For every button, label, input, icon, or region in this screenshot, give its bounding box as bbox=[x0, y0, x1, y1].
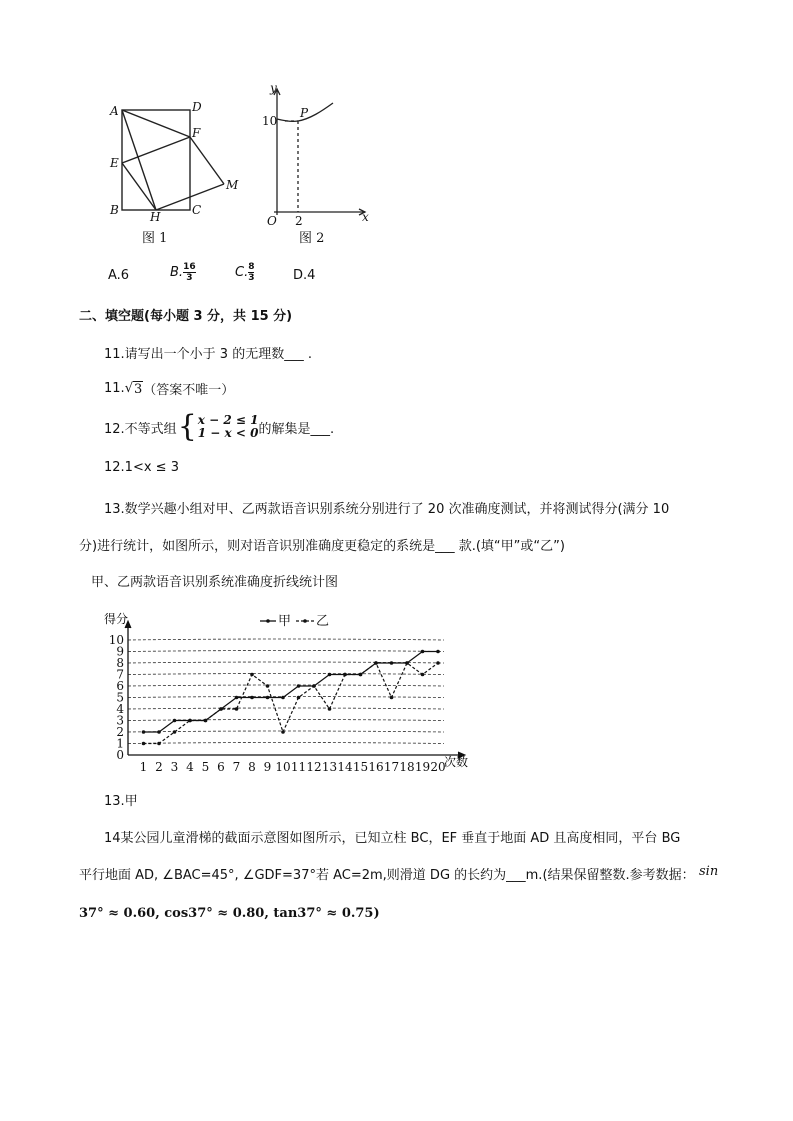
x-tick-label: 18 bbox=[399, 760, 415, 774]
grid-line bbox=[128, 685, 444, 686]
option-b-numerator: 16 bbox=[183, 262, 196, 272]
question-12-text-before: 12.不等式组 bbox=[104, 421, 177, 437]
answer-11-radicand: 3 bbox=[133, 381, 143, 397]
x-tick-label: 12 bbox=[306, 760, 322, 774]
data-point bbox=[266, 696, 270, 700]
question-13-line-2: 分)进行统计，如图所示，则对语音识别准确度更稳定的系统是___ 款.(填“甲”或“乙”) bbox=[79, 539, 565, 554]
x-tick-label: 10 bbox=[275, 760, 291, 774]
segment-eh bbox=[122, 163, 156, 210]
data-point bbox=[173, 719, 177, 723]
data-point bbox=[297, 696, 301, 700]
radical-sign-icon: √ bbox=[124, 381, 133, 396]
label-a: A bbox=[110, 104, 119, 118]
data-point bbox=[421, 673, 425, 677]
y-tick-label: 5 bbox=[116, 690, 124, 705]
answer-11-note: （答案不唯一） bbox=[143, 383, 235, 398]
data-point bbox=[142, 742, 146, 746]
y-tick-label: 4 bbox=[116, 702, 124, 716]
answer-11-prefix: 11. bbox=[104, 381, 125, 396]
question-12 bbox=[104, 409, 335, 444]
x-tick-label: 13 bbox=[321, 760, 338, 774]
chart-xlabel: 次数 bbox=[444, 755, 469, 769]
x-tick-label: 8 bbox=[248, 760, 256, 774]
y-tick-label: 2 bbox=[116, 725, 124, 739]
grid-line bbox=[128, 697, 444, 698]
data-point bbox=[436, 661, 440, 665]
option-c-numerator: 8 bbox=[248, 262, 255, 272]
grid-line bbox=[128, 674, 444, 675]
option-b-fraction bbox=[183, 262, 196, 283]
label-c: C bbox=[192, 203, 202, 217]
data-point bbox=[188, 719, 192, 723]
figure-1-caption: 图 1 bbox=[142, 231, 168, 246]
data-point bbox=[142, 730, 146, 734]
option-d: D.4 bbox=[293, 268, 316, 283]
x-tick-label: 20 bbox=[430, 760, 446, 774]
data-point bbox=[266, 684, 270, 688]
data-point bbox=[250, 696, 254, 700]
x-tick-label: 2 bbox=[155, 760, 163, 774]
data-point bbox=[421, 650, 425, 654]
x-tick-label: 11 bbox=[290, 760, 307, 774]
option-b-denominator: 3 bbox=[186, 273, 193, 283]
data-point bbox=[312, 684, 316, 688]
question-14-sin: sin bbox=[699, 864, 719, 879]
option-a: A.6 bbox=[108, 268, 130, 283]
label-d: D bbox=[192, 100, 202, 114]
answer-11 bbox=[104, 379, 234, 398]
answer-12: 12.1<x ≤ 3 bbox=[104, 460, 179, 475]
label-y: y bbox=[270, 81, 277, 95]
label-x: x bbox=[362, 210, 369, 224]
y-tick-label: 10 bbox=[108, 633, 124, 647]
data-point bbox=[405, 661, 409, 665]
label-e: E bbox=[110, 156, 119, 170]
x-tick-label: 16 bbox=[368, 760, 384, 774]
data-point bbox=[374, 661, 378, 665]
label-2: 2 bbox=[295, 214, 303, 228]
section-2-heading: 二、填空题(每小题 3 分，共 15 分) bbox=[79, 309, 293, 324]
data-point bbox=[157, 730, 161, 734]
data-point bbox=[204, 719, 208, 723]
x-tick-label: 19 bbox=[414, 760, 431, 774]
legend-label-yi: 乙 bbox=[316, 614, 330, 629]
option-c-denominator: 3 bbox=[248, 273, 255, 283]
chart-ticks bbox=[109, 633, 446, 774]
data-point bbox=[390, 696, 394, 700]
data-point bbox=[281, 730, 285, 734]
y-tick-label: 0 bbox=[116, 748, 124, 762]
question-13-line-1: 13.数学兴趣小组对甲、乙两款语音识别系统分别进行了 20 次准确度测试，并将测试得分(满分 10 bbox=[104, 502, 670, 517]
brace-icon: { bbox=[177, 409, 197, 444]
x-tick-label: 15 bbox=[352, 760, 369, 774]
data-point bbox=[250, 673, 254, 677]
data-point bbox=[173, 730, 177, 734]
x-tick-label: 9 bbox=[263, 760, 272, 774]
square-abcd bbox=[122, 110, 190, 210]
inequality-1: x − 2 ≤ 1 bbox=[197, 413, 259, 427]
option-c-fraction bbox=[248, 262, 254, 283]
question-14-line-1: 14某公园儿童滑梯的截面示意图如图所示，已知立柱 BC，EF 垂直于地面 AD 且高度相同，平台 BG bbox=[104, 831, 681, 846]
question-12-text-after: 的解集是___. bbox=[258, 421, 335, 437]
y-tick-label: 8 bbox=[116, 656, 124, 670]
question-14-line-3: 37° ≈ 0.60, cos37° ≈ 0.80, tan37° ≈ 0.75) bbox=[79, 906, 380, 921]
data-point bbox=[390, 661, 394, 665]
y-tick-label: 3 bbox=[116, 713, 124, 728]
legend-marker-jia bbox=[266, 619, 270, 623]
y-tick-label: 9 bbox=[116, 644, 124, 659]
grid-line bbox=[128, 639, 444, 640]
option-c-prefix: C. bbox=[235, 265, 249, 280]
data-point bbox=[328, 707, 332, 711]
grid-line bbox=[128, 708, 444, 709]
data-point bbox=[235, 696, 239, 700]
y-tick-label: 6 bbox=[116, 679, 124, 693]
option-c bbox=[235, 262, 254, 283]
label-o: O bbox=[267, 214, 277, 228]
option-b-prefix: B. bbox=[170, 265, 184, 280]
y-tick-label: 1 bbox=[116, 736, 124, 751]
label-m: M bbox=[226, 178, 239, 192]
legend-label-jia: 甲 bbox=[278, 614, 292, 629]
x-tick-label: 3 bbox=[170, 760, 179, 774]
segment-ah bbox=[122, 110, 156, 210]
question-14-line-2 bbox=[79, 864, 719, 883]
legend-marker-yi bbox=[303, 619, 307, 623]
chart-axes bbox=[125, 621, 465, 758]
data-point bbox=[281, 696, 285, 700]
chart-legend bbox=[260, 614, 329, 629]
question-14-line-2-text: 平行地面 AD, ∠BAC=45°, ∠GDF=37°若 AC=2m,则滑道 DG 的长约为___m.(结果保留整数.参考数据： bbox=[79, 868, 695, 883]
data-point bbox=[328, 673, 332, 677]
x-tick-label: 1 bbox=[139, 760, 148, 774]
grid-line bbox=[128, 743, 444, 744]
geometry-figures bbox=[100, 75, 400, 250]
data-point bbox=[359, 673, 363, 677]
label-10: 10 bbox=[262, 114, 278, 128]
inequality-2: 1 − x < 0 bbox=[197, 426, 259, 440]
data-point bbox=[343, 673, 347, 677]
chart-ylabel: 得分 bbox=[104, 612, 129, 626]
x-tick-label: 4 bbox=[186, 760, 194, 774]
answer-13: 13.甲 bbox=[104, 794, 138, 809]
label-b: B bbox=[110, 203, 119, 217]
data-point bbox=[219, 707, 223, 711]
x-tick-label: 17 bbox=[383, 760, 400, 774]
segment-af bbox=[122, 110, 190, 137]
chart-heading: 甲、乙两款语音识别系统准确度折线统计图 bbox=[91, 575, 339, 590]
x-tick-label: 5 bbox=[201, 760, 210, 774]
x-tick-label: 14 bbox=[337, 760, 353, 774]
figure-2 bbox=[274, 89, 365, 215]
chart-grid bbox=[128, 639, 444, 744]
inequality-system bbox=[198, 414, 259, 440]
question-11: 11.请写出一个小于 3 的无理数___ . bbox=[104, 347, 312, 362]
data-point bbox=[157, 742, 161, 746]
label-p: P bbox=[300, 106, 309, 120]
y-tick-label: 7 bbox=[116, 667, 124, 682]
label-f: F bbox=[192, 126, 201, 140]
option-b bbox=[170, 262, 196, 283]
figure-1 bbox=[122, 110, 224, 210]
grid-line bbox=[128, 651, 444, 652]
x-tick-label: 7 bbox=[232, 760, 241, 774]
data-point bbox=[235, 707, 239, 711]
data-point bbox=[297, 684, 301, 688]
label-h: H bbox=[150, 210, 161, 224]
x-tick-label: 6 bbox=[217, 760, 225, 774]
figure-2-caption: 图 2 bbox=[299, 231, 325, 246]
line-chart bbox=[100, 596, 470, 776]
segment-fm bbox=[190, 137, 224, 184]
data-point bbox=[436, 650, 440, 654]
